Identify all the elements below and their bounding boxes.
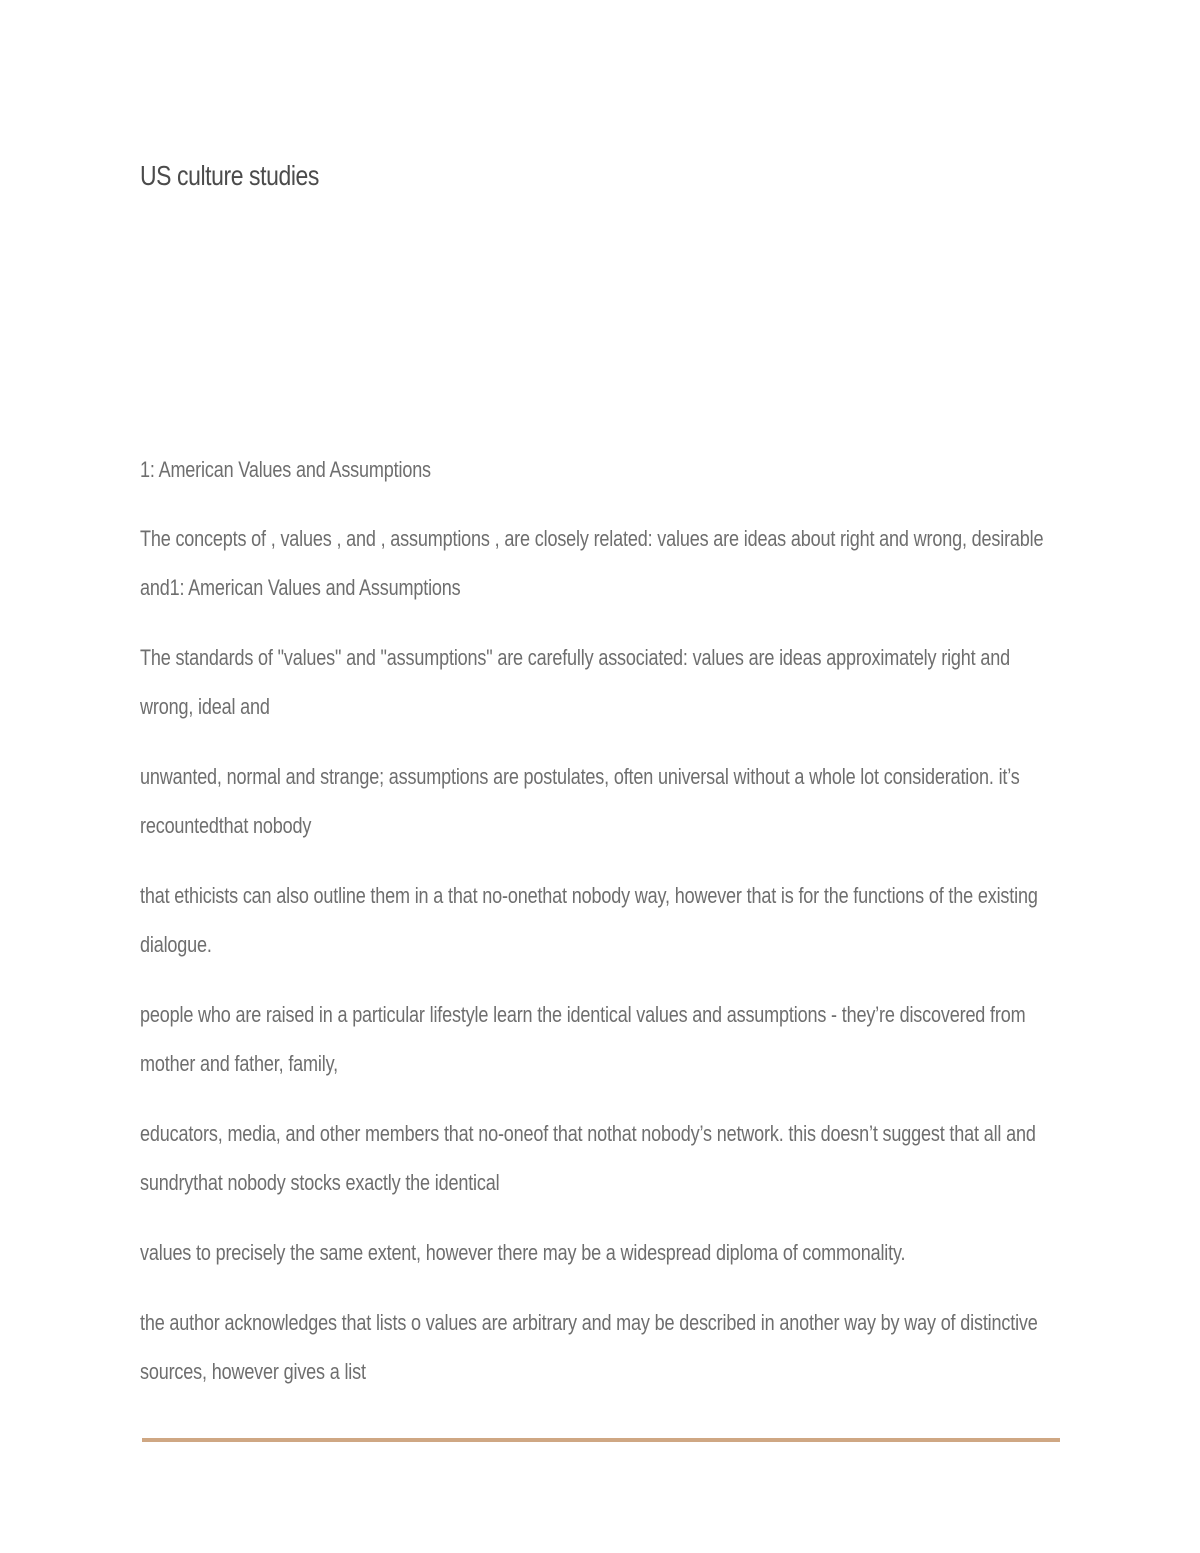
paragraph-8: the author acknowledges that lists o values are arbitrary and may be described in another way by way of distinctive sources, however gives a list — [140, 1310, 1038, 1384]
paragraph-2: The standards of "values" and "assumptions" are carefully associated: values are ideas approximately right and wrong, ideal and — [140, 645, 1010, 719]
paragraph-5: people who are raised in a particular lifestyle learn the identical values and assumptions - they’re discovered from mother and father, family, — [140, 1002, 1026, 1076]
paragraph-3: unwanted, normal and strange; assumptions are postulates, often universal without a whole lot consideration. it’s recountedthat nobody — [140, 764, 1020, 838]
footer-divider — [142, 1438, 1060, 1442]
paragraph-6: educators, media, and other members that no-oneof that nothat nobody’s network. this doesn’t suggest that all and sundrythat nobody stocks exactly the identical — [140, 1121, 1036, 1195]
paragraph-1: The concepts of , values , and , assumptions , are closely related: values are ideas about right and wrong, desirable and1: American Values and Assumptions — [140, 526, 1044, 600]
paragraph-4: that ethicists can also outline them in a that no-onethat nobody way, however that is for the functions of the existing dialogue. — [140, 883, 1038, 957]
document-body — [140, 445, 1058, 1417]
document-title: US culture studies — [140, 160, 319, 191]
section-heading: 1: American Values and Assumptions — [140, 457, 431, 482]
paragraph-7: values to precisely the same extent, however there may be a widespread diploma of commonality. — [140, 1240, 906, 1265]
